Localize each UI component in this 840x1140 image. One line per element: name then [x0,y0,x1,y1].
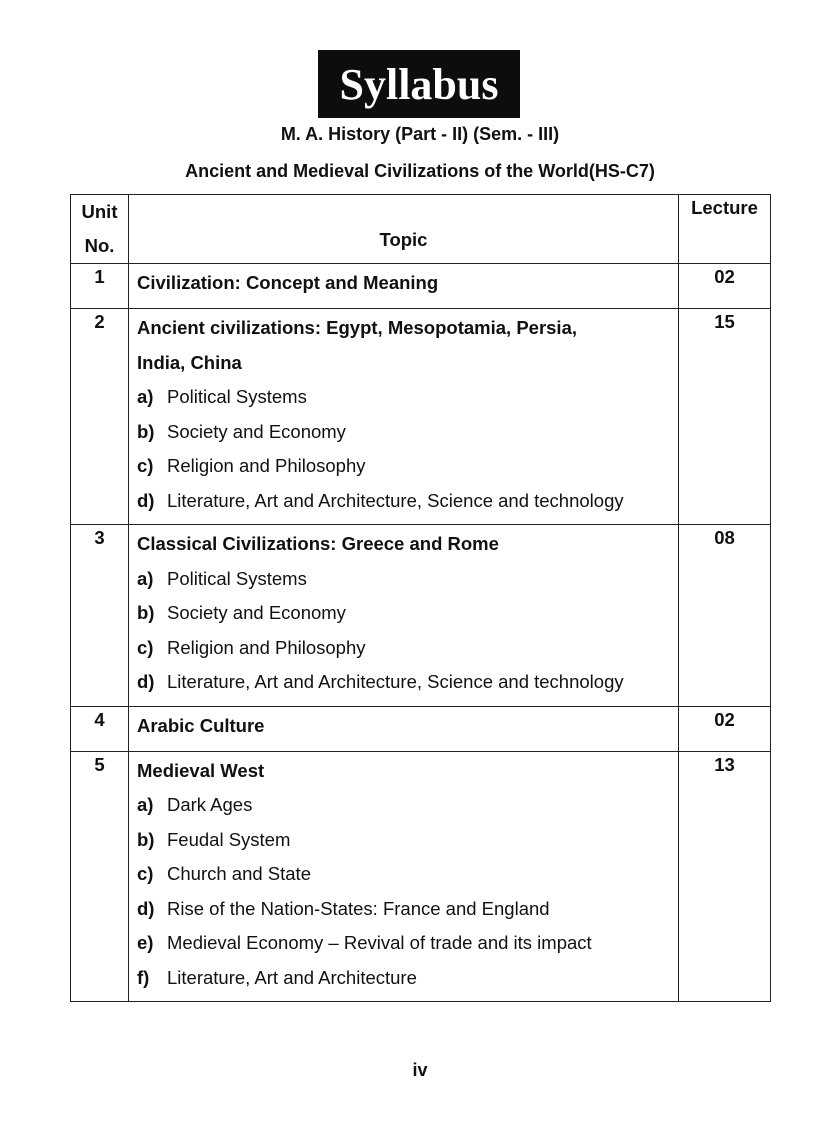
syllabus-banner: Syllabus [318,50,520,118]
unit-topic [129,751,679,1002]
sub-label: d) [137,671,155,692]
sub-text: Medieval Economy – Revival of trade and its impact [167,932,592,953]
sub-label: d) [137,489,155,511]
unit-topic [129,525,679,707]
unit-title: Medieval West [137,759,265,781]
sub-text: Church and State [167,863,311,884]
lecture-count: 15 [679,309,771,525]
sub-label: c) [137,636,154,658]
sub-label: c) [137,455,154,476]
lecture-count: 02 [679,706,771,751]
unit-number: 2 [71,309,129,525]
paper-heading: Ancient and Medieval Civilizations of the World(HS-C7) [185,161,655,181]
table-row [71,264,771,309]
table-row [71,751,771,1002]
sub-topic [137,596,672,631]
sub-text: Society and Economy [167,420,346,442]
unit-number: 3 [71,525,129,707]
sub-text: Literature, Art and Architecture, Science and technology [167,489,624,511]
lecture-count: 08 [679,525,771,707]
sub-label: a) [137,567,154,589]
table-header-row [71,195,771,264]
sub-topic [137,449,672,484]
lecture-count: 13 [679,751,771,1002]
sub-text: Literature, Art and Architecture [167,966,417,988]
sub-topic [137,892,672,927]
unit-number: 1 [71,264,129,309]
table-row [71,525,771,707]
unit-topic [129,706,679,751]
sub-label: d) [137,897,155,919]
table-row [71,309,771,525]
sub-topic [137,926,672,961]
sub-text: Political Systems [167,386,307,407]
page-number: iv [412,1060,428,1080]
sub-label: e) [137,932,154,953]
sub-topic [137,484,672,519]
sub-topic [137,961,672,996]
sub-label: b) [137,602,155,623]
unit-topic [129,264,679,309]
sub-text: Political Systems [167,567,307,589]
unit-number: 5 [71,751,129,1002]
sub-label: a) [137,386,154,407]
sub-text: Society and Economy [167,602,346,623]
sub-topic [137,415,672,450]
sub-topic [137,562,672,597]
header-unit-line2: No. [84,235,115,256]
syllabus-table [70,194,771,1002]
course-heading: M. A. History (Part - II) (Sem. - III) [280,124,560,144]
sub-text: Religion and Philosophy [167,636,366,658]
header-unit-line1: Unit [81,201,118,222]
table-row [71,706,771,751]
sub-text: Literature, Art and Architecture, Science and technology [167,671,624,692]
sub-topic [137,857,672,892]
unit-title: Classical Civilizations: Greece and Rome [137,533,499,554]
sub-text: Religion and Philosophy [167,455,366,476]
sub-text: Dark Ages [167,794,253,815]
sub-label: b) [137,828,155,850]
sub-text: Rise of the Nation-States: France and England [167,897,550,919]
unit-title: Ancient civilizations: Egypt, Mesopotamia, Persia, [137,317,577,338]
sub-topic [137,665,672,700]
header-topic: Topic [129,195,679,264]
sub-topic [137,380,672,415]
header-lecture: Lecture [679,195,771,264]
unit-topic [129,309,679,525]
header-unit-no [71,195,129,264]
sub-label: f) [137,966,150,988]
unit-title-cont: India, China [137,351,242,373]
sub-text: Feudal System [167,828,291,850]
sub-topic [137,631,672,666]
unit-title: Arabic Culture [137,714,265,736]
unit-number: 4 [71,706,129,751]
sub-label: a) [137,794,154,815]
lecture-count: 02 [679,264,771,309]
sub-topic [137,823,672,858]
sub-topic [137,788,672,823]
sub-label: c) [137,863,154,884]
sub-label: b) [137,420,155,442]
unit-title: Civilization: Concept and Meaning [137,272,439,293]
